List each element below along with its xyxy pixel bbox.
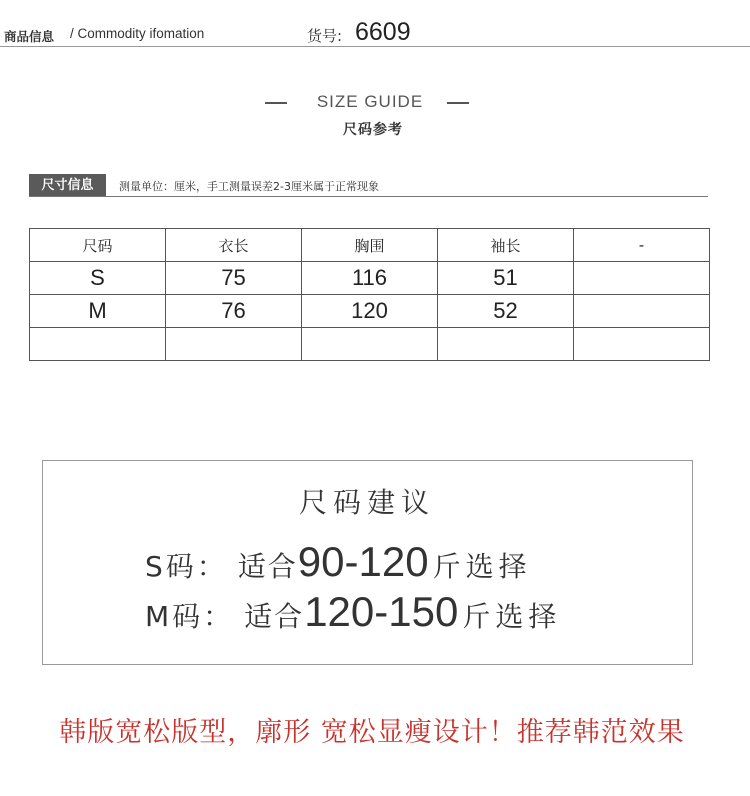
table-cell: 52 (438, 295, 574, 328)
suggestion-weight-range: 90-120 (297, 538, 429, 585)
table-cell: 76 (166, 295, 302, 328)
item-number-label: 货号: (307, 27, 343, 45)
suggestion-select-text: 斤选择 (432, 550, 532, 583)
table-row (30, 295, 710, 328)
header-cell: - (574, 229, 710, 262)
item-number: 6609 (355, 18, 411, 46)
size-suggestion-s (145, 538, 532, 584)
table-cell: S (30, 262, 166, 295)
table-cell (574, 262, 710, 295)
table-cell (30, 328, 166, 361)
table-cell (574, 295, 710, 328)
measurement-note: 测量单位：厘米，手工测量误差2-3厘米属于正常现象 (119, 180, 379, 193)
table-header-row (30, 229, 710, 262)
table-cell (166, 328, 302, 361)
suggestion-fit-text: 适合 (244, 600, 305, 633)
suggestion-weight-range: 120-150 (304, 588, 459, 635)
size-suggestion-title: 尺码建议 (298, 486, 435, 519)
suggestion-size-label: S码： (145, 550, 228, 583)
size-table (29, 228, 710, 361)
table-cell (574, 328, 710, 361)
size-suggestion-m (145, 588, 561, 634)
suggestion-select-text: 斤选择 (462, 600, 562, 633)
commodity-info-label-en: / Commodity ifomation (70, 26, 205, 41)
header-divider (0, 46, 750, 47)
size-guide-title: SIZE GUIDE (316, 92, 424, 111)
table-cell (438, 328, 574, 361)
suggestion-size-label: M码： (145, 600, 235, 633)
header-cell: 衣长 (166, 229, 302, 262)
table-row (30, 262, 710, 295)
table-cell (302, 328, 438, 361)
size-info-tag: 尺寸信息 (29, 174, 106, 197)
table-cell: 116 (302, 262, 438, 295)
table-cell: 120 (302, 295, 438, 328)
size-guide-subtitle: 尺码参考 (343, 122, 403, 138)
commodity-info-label-cn: 商品信息 (4, 29, 55, 44)
header-cell: 胸围 (302, 229, 438, 262)
table-cell: M (30, 295, 166, 328)
table-cell: 75 (166, 262, 302, 295)
header-cell: 尺码 (30, 229, 166, 262)
table-cell: 51 (438, 262, 574, 295)
header-cell: 袖长 (438, 229, 574, 262)
suggestion-fit-text: 适合 (237, 550, 298, 583)
table-row (30, 328, 710, 361)
info-divider (29, 196, 708, 197)
style-recommendation-text: 韩版宽松版型，廓形 宽松显瘦设计！推荐韩范效果 (59, 717, 685, 748)
